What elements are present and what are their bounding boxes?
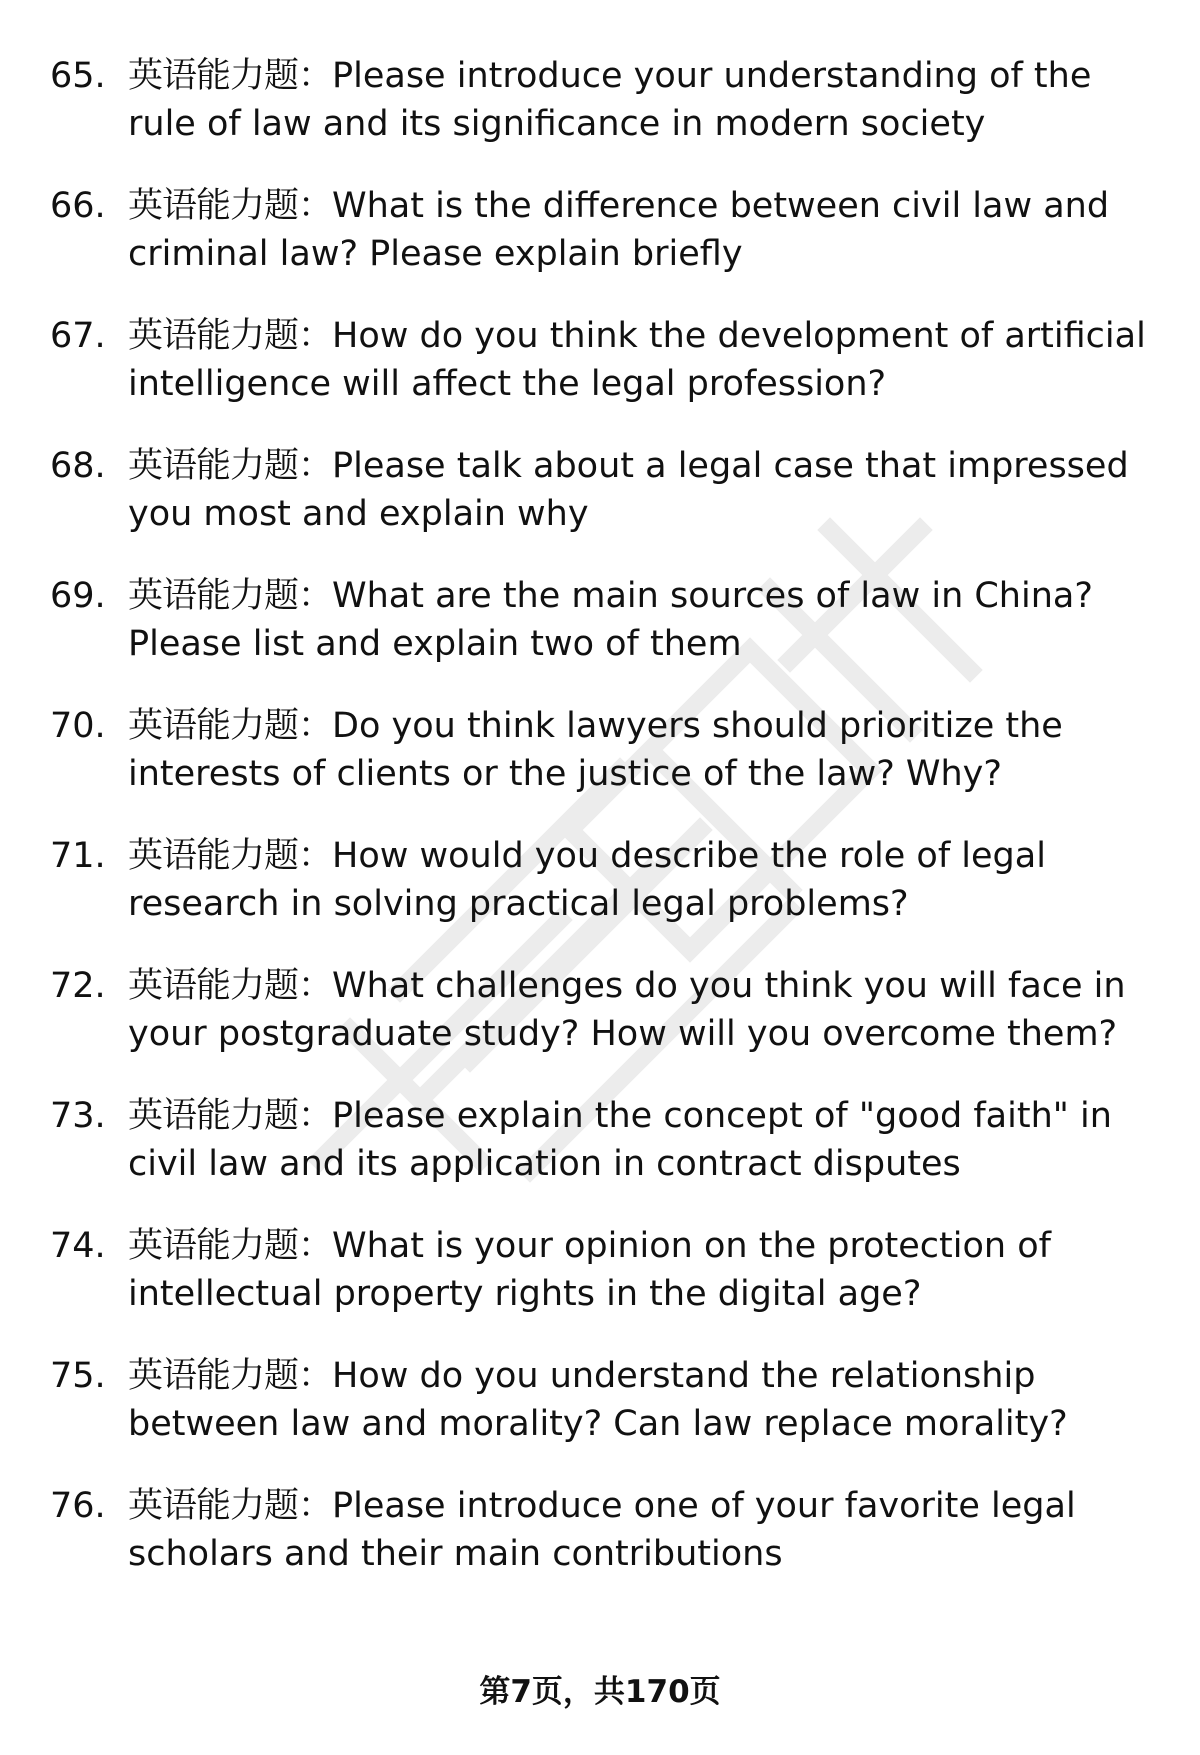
page-footer: 第7页，共170页 bbox=[479, 1674, 721, 1710]
question-text: How do you understand the relationship between law and morality? Can law replace morality? bbox=[128, 1356, 1068, 1444]
question-item bbox=[50, 1482, 1160, 1578]
question-tag: 英语能力题： bbox=[128, 446, 333, 486]
question-tag: 英语能力题： bbox=[128, 1096, 333, 1136]
question-text: What are the main sources of law in China? Please list and explain two of them bbox=[128, 576, 1093, 664]
question-text: Please talk about a legal case that impressed you most and explain why bbox=[128, 446, 1129, 534]
question-item bbox=[50, 702, 1160, 798]
question-body bbox=[128, 182, 1160, 278]
question-body bbox=[128, 1092, 1160, 1188]
question-number: 67. bbox=[50, 316, 106, 356]
question-body bbox=[128, 702, 1160, 798]
question-number: 76. bbox=[50, 1486, 106, 1526]
question-number: 75. bbox=[50, 1356, 106, 1396]
question-body bbox=[128, 1352, 1160, 1448]
question-text: Please introduce one of your favorite legal scholars and their main contributions bbox=[128, 1486, 1076, 1574]
question-number: 70. bbox=[50, 706, 106, 746]
question-tag: 英语能力题： bbox=[128, 186, 333, 226]
question-body bbox=[128, 52, 1160, 148]
question-item bbox=[50, 572, 1160, 668]
question-tag: 英语能力题： bbox=[128, 1486, 333, 1526]
question-text: Do you think lawyers should prioritize the interests of clients or the justice of the law? Why? bbox=[128, 706, 1063, 794]
question-item bbox=[50, 1352, 1160, 1448]
question-item bbox=[50, 832, 1160, 928]
question-tag: 英语能力题： bbox=[128, 316, 333, 356]
question-tag: 英语能力题： bbox=[128, 966, 333, 1006]
question-text: How would you describe the role of legal research in solving practical legal problems? bbox=[128, 836, 1046, 924]
question-number: 72. bbox=[50, 966, 106, 1006]
question-tag: 英语能力题： bbox=[128, 836, 333, 876]
question-tag: 英语能力题： bbox=[128, 706, 333, 746]
question-item bbox=[50, 1222, 1160, 1318]
question-tag: 英语能力题： bbox=[128, 1356, 333, 1396]
question-text: Please introduce your understanding of the rule of law and its significance in modern society bbox=[128, 56, 1092, 144]
question-text: How do you think the development of artificial intelligence will affect the legal profession? bbox=[128, 316, 1146, 404]
question-tag: 英语能力题： bbox=[128, 56, 333, 96]
question-body bbox=[128, 962, 1160, 1058]
question-body bbox=[128, 832, 1160, 928]
question-text: What challenges do you think you will face in your postgraduate study? How will you overcome them? bbox=[128, 966, 1126, 1054]
question-number: 66. bbox=[50, 186, 106, 226]
question-number: 65. bbox=[50, 56, 106, 96]
question-tag: 英语能力题： bbox=[128, 576, 333, 616]
question-number: 73. bbox=[50, 1096, 106, 1136]
question-item bbox=[50, 442, 1160, 538]
question-tag: 英语能力题： bbox=[128, 1226, 333, 1266]
question-number: 68. bbox=[50, 446, 106, 486]
question-body bbox=[128, 1222, 1160, 1318]
question-body bbox=[128, 312, 1160, 408]
question-text: What is the difference between civil law and criminal law? Please explain briefly bbox=[128, 186, 1110, 274]
question-list bbox=[50, 52, 1160, 1612]
question-body bbox=[128, 442, 1160, 538]
question-body bbox=[128, 572, 1160, 668]
question-body bbox=[128, 1482, 1160, 1578]
question-text: What is your opinion on the protection of intellectual property rights in the digital age? bbox=[128, 1226, 1051, 1314]
question-text: Please explain the concept of "good faith" in civil law and its application in contract disputes bbox=[128, 1096, 1112, 1184]
question-item bbox=[50, 312, 1160, 408]
question-item bbox=[50, 962, 1160, 1058]
question-item bbox=[50, 1092, 1160, 1188]
question-number: 74. bbox=[50, 1226, 106, 1266]
question-number: 71. bbox=[50, 836, 106, 876]
question-number: 69. bbox=[50, 576, 106, 616]
question-item bbox=[50, 182, 1160, 278]
question-item bbox=[50, 52, 1160, 148]
